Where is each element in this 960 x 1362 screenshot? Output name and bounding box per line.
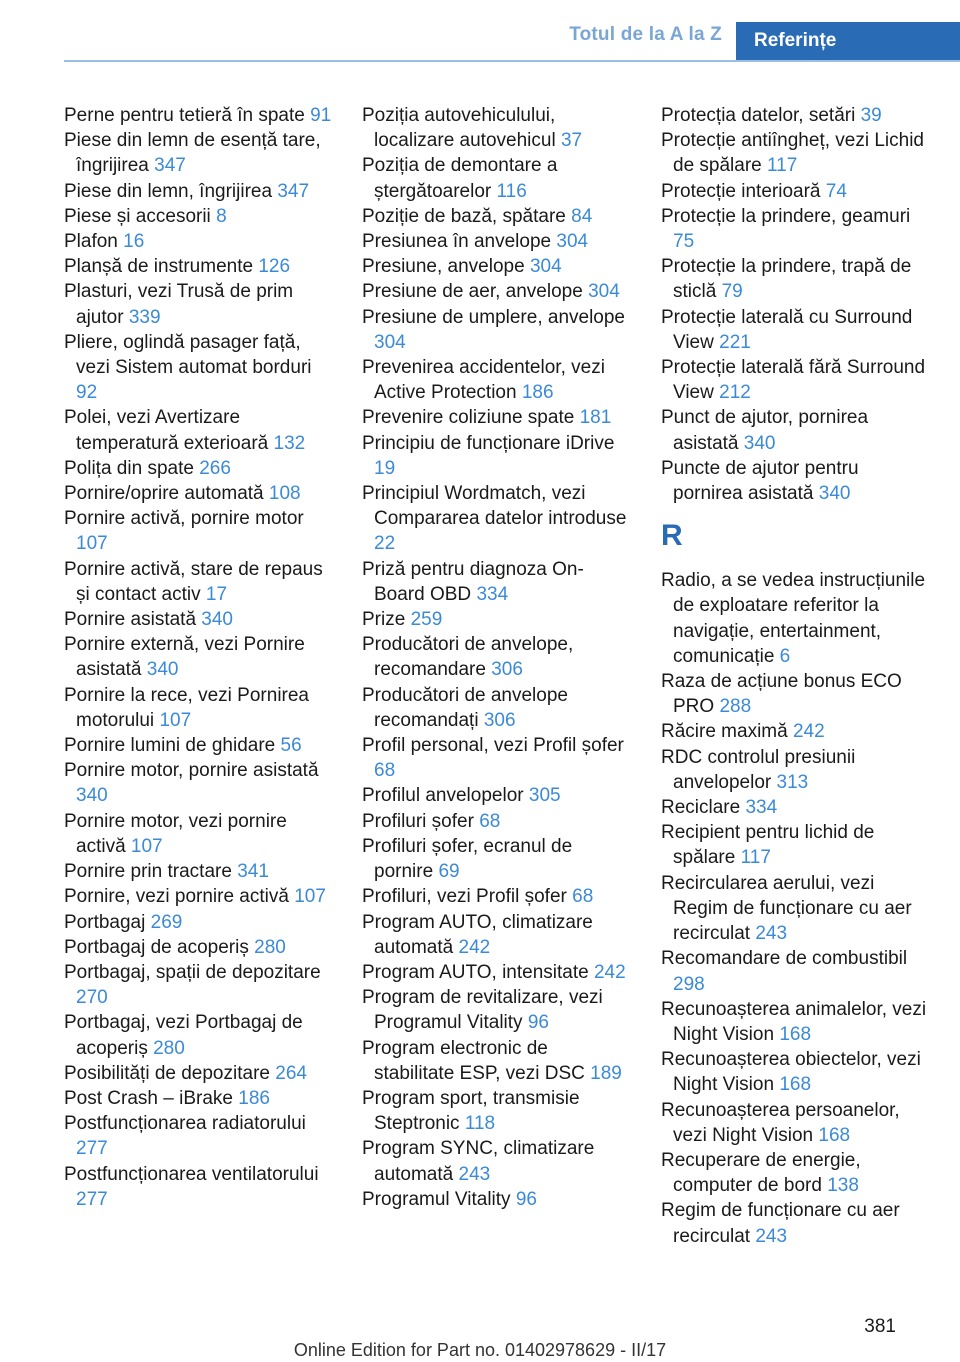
entry-text: Piese din lemn, îngrijirea xyxy=(64,180,273,202)
entry-text: Răcire maximă xyxy=(661,721,788,743)
index-entry xyxy=(64,910,332,935)
page-link[interactable]: 107 xyxy=(76,533,108,555)
entry-text: Portbagaj de acoperiș xyxy=(64,936,249,958)
page-link[interactable]: 339 xyxy=(128,306,161,328)
index-entry xyxy=(64,1086,332,1111)
index-entry xyxy=(64,456,332,481)
page-link[interactable]: 341 xyxy=(237,861,269,883)
entry-text: Pornire externă, vezi Pornire asistată xyxy=(64,634,305,681)
index-entry xyxy=(362,103,628,153)
page-link[interactable]: 126 xyxy=(258,256,291,278)
entry-text: Protecție la prindere, geamuri xyxy=(661,205,911,227)
page-link[interactable]: 56 xyxy=(280,735,302,757)
entry-text: Piese și accesorii xyxy=(64,205,211,227)
page-link[interactable]: 243 xyxy=(458,1163,491,1185)
index-entry xyxy=(661,355,931,405)
page-link[interactable]: 181 xyxy=(579,407,612,429)
index-entry xyxy=(64,809,332,859)
index-group-r xyxy=(661,568,931,1248)
page-link[interactable]: 69 xyxy=(438,861,460,883)
index-entry xyxy=(64,758,332,808)
entry-text: Pornire activă, pornire motor xyxy=(64,508,304,530)
section-tab: Referințe xyxy=(736,22,960,62)
entry-text: Radio, a se vedea instrucțiunile de exploatare referitor la navigație, entertainment, comunicație xyxy=(661,570,926,667)
entry-text: Program AUTO, intensitate xyxy=(362,961,589,983)
index-entry xyxy=(661,179,931,204)
entry-text: Profilul anvelopelor xyxy=(362,785,524,807)
page-link[interactable]: 96 xyxy=(515,1188,537,1210)
entry-text: Pornire prin tractare xyxy=(64,861,232,883)
entry-text: Punct de ajutor, pornirea asistată xyxy=(661,407,869,454)
page-link[interactable]: 340 xyxy=(743,432,776,454)
page-link[interactable]: 168 xyxy=(779,1023,812,1045)
index-entry xyxy=(64,481,332,506)
entry-text: Polița din spate xyxy=(64,457,194,479)
page-link[interactable]: 22 xyxy=(374,533,396,555)
entry-text: Prevenirea accidentelor, vezi Active Protection xyxy=(362,357,605,404)
entry-text: Presiune de umplere, anvelope xyxy=(362,306,626,328)
entry-text: Protecție laterală cu Surround View xyxy=(661,306,913,353)
page-link[interactable]: 259 xyxy=(410,609,443,631)
page-link[interactable]: 304 xyxy=(374,331,406,353)
entry-text: Prevenire coliziune spate xyxy=(362,407,575,429)
entry-text: Portbagaj, vezi Portbagaj de acoperiș xyxy=(64,1012,303,1059)
index-entry xyxy=(362,1086,628,1136)
entry-text: Recuperare de energie, computer de bord xyxy=(661,1149,861,1197)
entry-text: Protecție antiîngheț, vezi Lichid de spălare xyxy=(661,130,924,177)
page-link[interactable]: 91 xyxy=(310,105,332,126)
page-link[interactable]: 186 xyxy=(238,1087,270,1109)
index-entry xyxy=(661,1198,931,1248)
entry-text: Reciclare xyxy=(661,797,741,819)
page-link[interactable]: 68 xyxy=(572,886,594,908)
page-link[interactable]: 313 xyxy=(776,771,809,793)
page-link[interactable]: 340 xyxy=(146,659,179,681)
entry-text: Recunoașterea persoanelor, vezi Night Vision xyxy=(661,1099,900,1146)
index-entry xyxy=(362,254,628,279)
index-entry xyxy=(362,884,628,909)
index-entry xyxy=(661,1047,931,1097)
index-entry xyxy=(64,884,332,909)
entry-text: Profil personal, vezi Profil șofer xyxy=(362,735,624,757)
entry-text: Regim de funcționare cu aer recirculat xyxy=(661,1200,900,1247)
page-link[interactable]: 8 xyxy=(216,205,227,227)
page-link[interactable]: 75 xyxy=(673,231,695,253)
index-column-1 xyxy=(64,103,332,1212)
index-entry xyxy=(661,568,931,669)
page-link[interactable]: 68 xyxy=(374,760,396,782)
index-column-3 xyxy=(661,103,931,1249)
entry-text: Pliere, oglindă pasager față, vezi Sistem automat borduri xyxy=(64,331,312,379)
entry-text: Raza de acțiune bonus ECO PRO xyxy=(661,671,902,718)
page-link[interactable]: 334 xyxy=(476,583,509,605)
page-link[interactable]: 96 xyxy=(527,1012,549,1034)
index-entry xyxy=(661,820,931,870)
entry-text: Pornire, vezi pornire activă xyxy=(64,886,289,908)
page-link[interactable]: 280 xyxy=(254,936,286,958)
entry-text: Priză pentru diagnoza On-Board OBD xyxy=(362,558,584,605)
index-entry xyxy=(661,254,931,304)
entry-text: Recunoașterea obiectelor, vezi Night Vision xyxy=(661,1049,921,1096)
page-link[interactable]: 264 xyxy=(275,1062,307,1084)
index-entry xyxy=(64,254,332,279)
page-link[interactable]: 242 xyxy=(593,961,626,983)
page-link[interactable]: 16 xyxy=(123,231,145,253)
index-entry xyxy=(362,1187,628,1212)
index-entry xyxy=(362,405,628,430)
index-entry xyxy=(362,910,628,960)
index-entry xyxy=(362,229,628,254)
index-entry xyxy=(362,279,628,304)
entry-text: Portbagaj xyxy=(64,911,146,933)
page-link[interactable]: 212 xyxy=(719,382,751,404)
index-entry xyxy=(362,557,628,607)
page-link[interactable]: 84 xyxy=(571,205,593,227)
page-link[interactable]: 243 xyxy=(755,1225,788,1247)
entry-text: Portbagaj, spații de depozitare xyxy=(64,961,321,983)
index-entry xyxy=(661,745,931,795)
page-link[interactable]: 108 xyxy=(268,483,301,505)
index-entry xyxy=(362,153,628,203)
entry-text: Polei, vezi Avertizare temperatură exterioară xyxy=(64,407,269,454)
index-entry xyxy=(64,229,332,254)
entry-text: Pornire lumini de ghidare xyxy=(64,735,276,757)
index-entry xyxy=(362,960,628,985)
page-link[interactable]: 221 xyxy=(719,331,751,353)
index-entry xyxy=(64,506,332,556)
index-group-p xyxy=(661,103,931,506)
entry-text: Planșă de instrumente xyxy=(64,256,254,278)
entry-text: Principiu de funcționare iDrive xyxy=(362,432,615,454)
entry-text: Postfuncționarea radiatorului xyxy=(64,1113,306,1135)
page-link[interactable]: 280 xyxy=(153,1037,185,1059)
index-column-2 xyxy=(362,103,628,1212)
page-link[interactable]: 17 xyxy=(205,583,228,605)
entry-text: Pornire motor, vezi pornire activă xyxy=(64,810,287,857)
entry-text: Program AUTO, climatizare automată xyxy=(362,911,593,958)
entry-text: Protecția datelor, setări xyxy=(661,105,856,126)
page-link[interactable]: 242 xyxy=(458,936,491,958)
page-link[interactable]: 347 xyxy=(154,155,186,177)
index-entry xyxy=(661,405,931,455)
index-entry xyxy=(661,456,931,506)
index-entry xyxy=(661,305,931,355)
page-link[interactable]: 116 xyxy=(496,180,527,202)
page-link[interactable]: 168 xyxy=(818,1124,851,1146)
index-entry xyxy=(362,733,628,783)
page-link[interactable]: 243 xyxy=(755,923,788,945)
page-link[interactable]: 19 xyxy=(374,457,396,479)
index-entry xyxy=(64,935,332,960)
index-entry xyxy=(362,481,628,557)
index-entry xyxy=(362,985,628,1035)
index-entry xyxy=(64,179,332,204)
entry-text: Pornire activă, stare de repaus și contact activ xyxy=(64,558,323,605)
page-link[interactable]: 277 xyxy=(76,1188,108,1210)
page-link[interactable]: 334 xyxy=(745,797,778,819)
index-entry xyxy=(64,632,332,682)
entry-text: Producători de anvelope recomandați xyxy=(362,684,568,731)
entry-text: Piese din lemn de esență tare, îngrijirea xyxy=(64,130,321,177)
entry-text: Poziție de bază, spătare xyxy=(362,205,566,227)
page-link[interactable]: 6 xyxy=(779,645,791,667)
index-entry xyxy=(661,871,931,947)
entry-text: Recipient pentru lichid de spălare xyxy=(661,822,875,869)
page-link[interactable]: 305 xyxy=(528,785,561,807)
page-link[interactable]: 74 xyxy=(825,180,847,202)
index-entry xyxy=(362,809,628,834)
index-entry xyxy=(64,1061,332,1086)
page-link[interactable]: 186 xyxy=(521,382,554,404)
page-link[interactable]: 117 xyxy=(767,155,798,177)
index-entry xyxy=(661,204,931,254)
page-link[interactable]: 107 xyxy=(159,709,192,731)
page-link[interactable]: 132 xyxy=(273,432,306,454)
entry-text: Posibilități de depozitare xyxy=(64,1062,270,1084)
page-link[interactable]: 277 xyxy=(76,1138,108,1160)
page-link[interactable]: 304 xyxy=(556,231,589,253)
index-entry xyxy=(64,607,332,632)
entry-text: RDC controlul presiunii anvelopelor xyxy=(661,746,856,793)
page-link[interactable]: 37 xyxy=(560,130,583,152)
entry-text: Pornire motor, pornire asistată xyxy=(64,760,319,782)
page-link[interactable]: 304 xyxy=(588,281,620,303)
index-entry xyxy=(661,719,931,744)
entry-text: Recircularea aerului, vezi Regim de funcționare cu aer recirculat xyxy=(661,872,912,945)
page-header xyxy=(0,0,960,62)
index-entry xyxy=(64,557,332,607)
index-entry xyxy=(362,607,628,632)
index-entry xyxy=(362,1136,628,1186)
entry-text: Profiluri șofer xyxy=(362,810,474,832)
page-link[interactable]: 107 xyxy=(130,835,163,857)
page-link[interactable]: 269 xyxy=(150,911,183,933)
index-entry xyxy=(661,997,931,1047)
entry-text: Program SYNC, climatizare automată xyxy=(362,1138,595,1185)
entry-text: Program de revitalizare, vezi Programul Vitality xyxy=(362,987,603,1034)
page-link[interactable]: 242 xyxy=(792,721,825,743)
entry-text: Poziția autovehiculului, localizare autovehicul xyxy=(362,105,556,152)
index-entry xyxy=(64,103,332,128)
page-link[interactable]: 92 xyxy=(76,382,98,404)
page-number: 381 xyxy=(864,1316,896,1337)
entry-text: Poziția de demontare a ștergătoarelor xyxy=(362,155,558,202)
index-entry xyxy=(64,405,332,455)
index-entry xyxy=(362,683,628,733)
index-entry xyxy=(661,103,931,128)
entry-text: Principiul Wordmatch, vezi Compararea datelor introduse xyxy=(362,483,627,530)
page-link[interactable]: 347 xyxy=(277,180,310,202)
page-link[interactable]: 79 xyxy=(721,281,743,303)
page-link[interactable]: 306 xyxy=(491,659,523,681)
entry-text: Producători de anvelope, recomandare xyxy=(362,634,574,681)
index-entry xyxy=(64,859,332,884)
index-entry xyxy=(661,1098,931,1148)
entry-text: Plasturi, vezi Trusă de prim ajutor xyxy=(64,281,294,328)
entry-text: Programul Vitality xyxy=(362,1188,511,1210)
index-entry xyxy=(362,632,628,682)
entry-text: Recomandare de combustibil xyxy=(661,948,908,970)
entry-text: Post Crash – iBrake xyxy=(64,1087,233,1109)
page-link[interactable]: 270 xyxy=(76,987,108,1009)
index-entry xyxy=(661,128,931,178)
page-link[interactable]: 138 xyxy=(827,1175,859,1197)
entry-text: Pornire/oprire automată xyxy=(64,483,264,505)
index-entry xyxy=(362,305,628,355)
index-entry xyxy=(64,1111,332,1161)
entry-text: Postfuncționarea ventilatorului xyxy=(64,1163,319,1185)
page-link[interactable]: 304 xyxy=(529,256,562,278)
entry-text: Profiluri, vezi Profil șofer xyxy=(362,886,567,908)
index-entry xyxy=(64,279,332,329)
index-entry xyxy=(64,683,332,733)
page-link[interactable]: 107 xyxy=(294,886,326,908)
entry-text: Program electronic de stabilitate ESP, vezi DSC xyxy=(362,1037,585,1084)
entry-text: Prize xyxy=(362,609,406,631)
page-link[interactable]: 298 xyxy=(673,973,705,995)
index-entry xyxy=(661,946,931,996)
page-link[interactable]: 340 xyxy=(76,785,108,807)
index-entry xyxy=(64,330,332,406)
letter-heading-r: R xyxy=(661,519,683,553)
index-entry xyxy=(661,1148,931,1198)
entry-text: Puncte de ajutor pentru pornirea asistată xyxy=(661,457,859,505)
page-link[interactable]: 168 xyxy=(779,1074,812,1096)
entry-text: Presiune de aer, anvelope xyxy=(362,281,583,303)
entry-text: Profiluri șofer, ecranul de pornire xyxy=(362,835,573,883)
index-entry xyxy=(64,1010,332,1060)
header-rule xyxy=(64,60,960,62)
entry-text: Presiune, anvelope xyxy=(362,256,525,278)
page-link[interactable]: 340 xyxy=(818,483,851,505)
index-entry xyxy=(661,669,931,719)
page-link[interactable]: 39 xyxy=(860,105,882,126)
page-link[interactable]: 306 xyxy=(483,709,516,731)
entry-text: Program sport, transmisie Steptronic xyxy=(362,1087,580,1135)
entry-text: Protecție la prindere, trapă de sticlă xyxy=(661,256,912,303)
index-entry xyxy=(362,834,628,884)
footer-edition: Online Edition for Part no. 01402978629 - II/17 xyxy=(293,1340,667,1360)
index-entry xyxy=(64,1162,332,1212)
entry-text: Protecție laterală fără Surround View xyxy=(661,357,926,404)
entry-text: Perne pentru tetieră în spate xyxy=(64,105,305,126)
page-link[interactable]: 68 xyxy=(479,810,501,832)
page-link[interactable]: 118 xyxy=(464,1113,496,1135)
entry-text: Pornire la rece, vezi Pornirea motorului xyxy=(64,684,309,731)
page-link[interactable]: 288 xyxy=(719,696,752,718)
index-entry xyxy=(64,128,332,178)
index-entry xyxy=(64,733,332,758)
index-entry xyxy=(362,783,628,808)
page-link[interactable]: 117 xyxy=(740,847,771,869)
index-entry xyxy=(362,355,628,405)
entry-text: Protecție interioară xyxy=(661,180,821,202)
index-entry xyxy=(64,204,332,229)
section-title: Totul de la A la Z xyxy=(569,24,722,45)
index-entry xyxy=(362,1036,628,1086)
entry-text: Plafon xyxy=(64,231,118,253)
entry-text: Recunoașterea animalelor, vezi Night Vision xyxy=(661,998,927,1045)
index-entry xyxy=(64,960,332,1010)
index-entry xyxy=(362,431,628,481)
page-link[interactable]: 266 xyxy=(199,457,231,479)
index-entry xyxy=(661,795,931,820)
index-entry xyxy=(362,204,628,229)
entry-text: Pornire asistată xyxy=(64,609,197,631)
page-link[interactable]: 189 xyxy=(590,1062,622,1084)
page-link[interactable]: 340 xyxy=(201,609,233,631)
entry-text: Presiunea în anvelope xyxy=(362,231,552,253)
